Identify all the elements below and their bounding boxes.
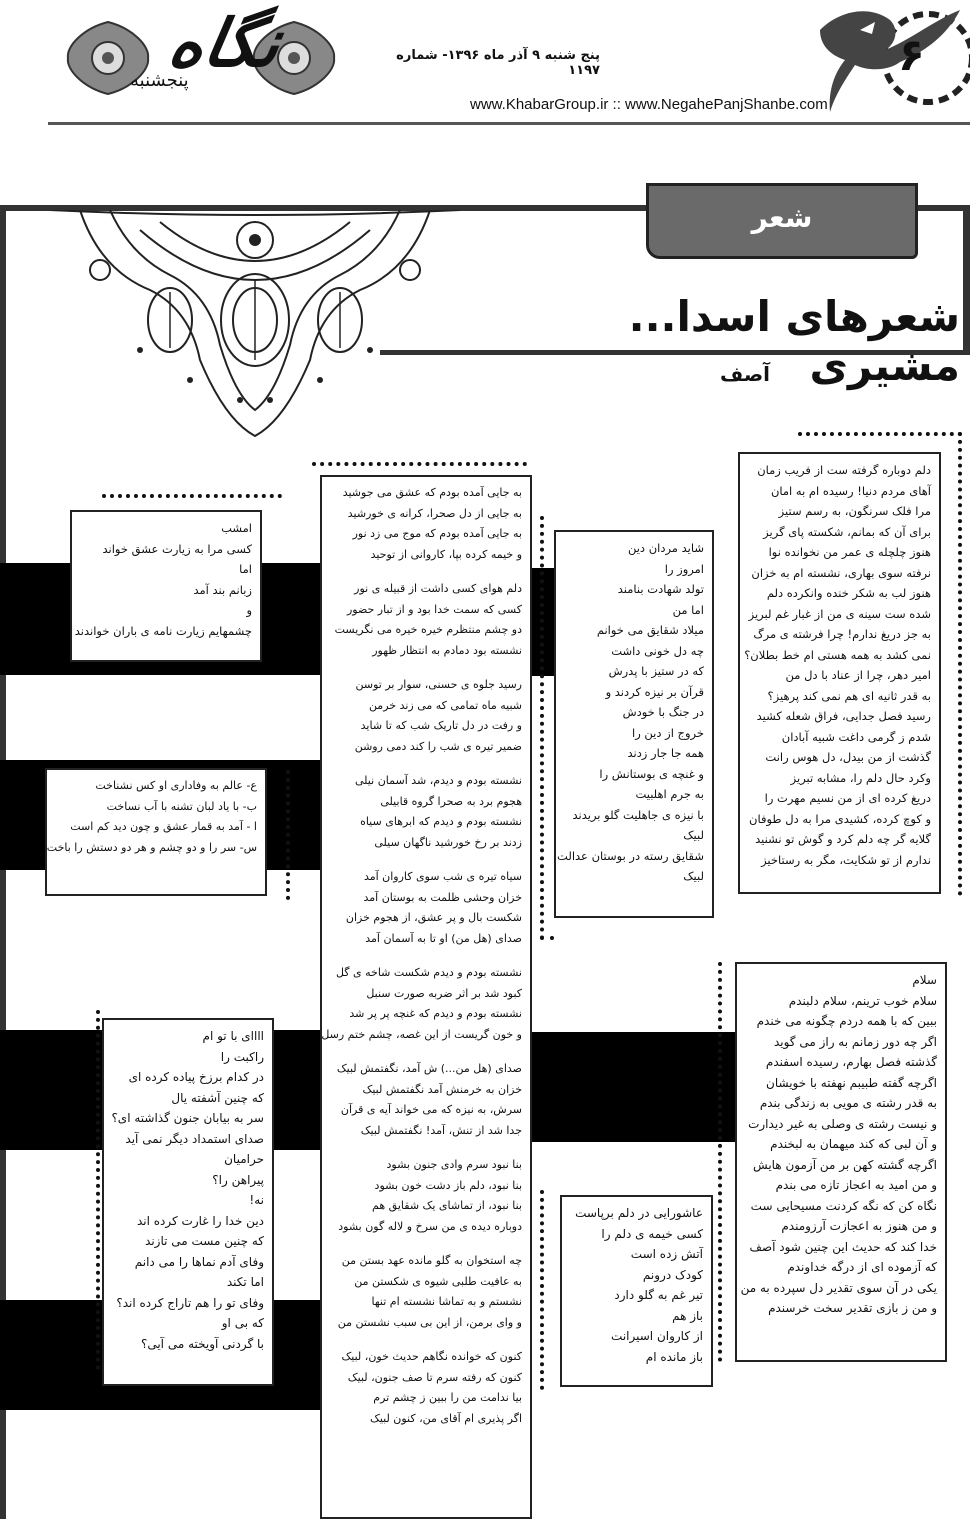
stanza-gap: [330, 853, 522, 867]
newspaper-logo: [130, 4, 310, 104]
poem-line: سلام خوب ترینم، سلام دلبندم: [788, 993, 937, 1008]
poem-line: به قدر رشته ی مویی به زندگی بندم: [759, 1096, 937, 1110]
dotted-border-p3: [312, 462, 527, 476]
poem-line: و نیست رشته ی وصلی به غیر دیدارت: [748, 1116, 937, 1131]
stanza-gap: [330, 565, 522, 579]
poem-line: کبود شد بر اثر ضربه صورت سنبل: [366, 986, 522, 1000]
poem-line: یکی در آن سوی تقدیر دل سپرده به من: [740, 1280, 937, 1295]
poem-line: گذشته فصل بهارم، رسیده اسفندم: [765, 1055, 937, 1069]
poem-line: که آزموده ای از درگه خداوندم: [787, 1260, 937, 1274]
poem-line: صدای (هل من) او تا به آسمان آمد: [365, 931, 522, 945]
poem-line: ب- با یاد لبان تشنه با آب نساخت: [106, 799, 257, 813]
poem-line: هجوم برد به صحرا گروه قابیلی: [380, 794, 522, 808]
poem-line: اما تکند: [226, 1275, 264, 1289]
dotted-border-p4: [102, 494, 282, 508]
poem-line: اما: [239, 562, 252, 576]
stanza-gap: [330, 1237, 522, 1251]
poem-box-1: [738, 452, 941, 894]
stanza-gap: [330, 1141, 522, 1155]
poem-line: دوباره دیده ی من سرخ و لاله گون بشود: [338, 1219, 522, 1233]
poem-line: و من هنوز به اعجازت آرزومندم: [781, 1219, 937, 1233]
poem-line: نشسته بودم و دیدم که ابرهای سیاه: [360, 815, 522, 828]
poem-line: جدا شد از تنش، آمد! نگفتمش لبیک: [360, 1123, 522, 1137]
dotted-border-p2: [540, 516, 554, 940]
poem-line: رسید جلوه ی حسنی، سوار بر توسن: [355, 678, 522, 691]
poem-line: آهای مردم دنیا! رسیده ام به امان: [770, 483, 931, 498]
poem-box-8: [560, 1195, 713, 1387]
poem-box-2: [554, 530, 714, 918]
poem-line: لبیک: [683, 828, 704, 842]
poem-line: ا - آمد به قمار عشق و چون دید کم است: [70, 820, 257, 833]
poem-line: دلم دوباره گرفته ست از فریب زمان: [757, 463, 931, 477]
article-title: شعرهای اسدا... مشیری: [628, 292, 960, 390]
poem-line: بنا نبود سرم وادی جنون بشود: [386, 1158, 522, 1171]
stanza-gap: [330, 661, 522, 675]
poem-line: امشب: [221, 521, 252, 535]
poem-line: با نیزه ی جاهلیت گلو بریدند: [572, 807, 704, 822]
poem-line: دریغ کرده ای از من نسیم مهرت را: [764, 791, 931, 805]
poem-line: شکست بال و پر عشق، از هجوم خزان: [345, 911, 522, 924]
dotted-border-p6: [718, 962, 732, 1362]
poem-line: سر به بیابان جنون گذاشته ای؟: [111, 1111, 264, 1125]
poem-line: آتش زده است: [630, 1247, 703, 1261]
poem-line: سرش، به نیزه که می خواند آیه ی قرآن: [340, 1103, 522, 1116]
poem-line: و وای برمن، از این بی سبب نشستن من: [337, 1315, 522, 1329]
poem-line: خزان به خرمنش آمد نگفتمش لبیک: [362, 1082, 522, 1096]
poem-line: برای آن که بمانم، شکسته پای گریز: [763, 524, 931, 539]
website-urls: www.KhabarGroup.ir :: www.NegahePanjShanbe.com: [470, 96, 828, 113]
poem-line: نشسته بودم و دیدم شکست شاخه ی گل: [335, 966, 522, 979]
poem-line: زبانم بند آمد: [193, 582, 252, 597]
poem-line: نشسته بودم و دیدم که غنچه پر پر شد: [349, 1007, 522, 1020]
poem-box-3: [320, 475, 532, 1519]
poem-line: به جز دریغ ندارم! چرا فرشته ی مرگ: [753, 627, 931, 641]
poem-line: پیراهن را؟: [212, 1172, 264, 1187]
poem-line: که در ستیز با پدرش: [608, 664, 704, 678]
article-author: آصف: [720, 362, 770, 386]
poem-line: بنا نبود، دلم باز دشت خون بشود: [374, 1178, 522, 1192]
poem-line: کنون که خوانده نگاهم حدیث خون، لبیک: [341, 1350, 522, 1363]
poem-line: که بی او: [221, 1316, 264, 1330]
poem-line: از کاروان اسیرانت: [611, 1329, 703, 1343]
poem-line: چه استخوان به گلو مانده عهد بستن من: [341, 1254, 522, 1267]
stanza-gap: [330, 949, 522, 963]
poem-box-6: [735, 962, 947, 1362]
poem-line: اگر چه دور زمانم به راز می گوید: [773, 1034, 937, 1049]
poem-line: به جرم اهلبیت: [635, 787, 704, 801]
poem-line: چشمهایم زیارت نامه ی باران خواندند: [74, 623, 252, 638]
poem-line: نشستم و به تماشا نشسته ام تنها: [371, 1295, 522, 1308]
poem-line: عاشورایی در دلم برپاست: [575, 1206, 703, 1220]
poem-line: اگر پذیری ام آقای من، کنون لبیک: [369, 1411, 522, 1425]
poem-line: اااای با تو ام: [202, 1029, 264, 1043]
poem-line: راکبت را: [220, 1049, 264, 1064]
poem-line: که چنین آشفته یال: [171, 1090, 264, 1105]
poem-line: تولد شهادت بنامند: [617, 582, 704, 596]
poem-line: گلایه گر چه دلم کرد و گوش تو نشنید: [755, 832, 931, 846]
poem-line: با گردنی آویخته می آیی؟: [140, 1336, 264, 1351]
poem-line: ع- عالم به وفاداری او کس نشناخت: [95, 779, 257, 792]
poem-line: شبیه ماه تمامی که می زند خرمن: [368, 698, 522, 712]
poem-line: هنوز چلچله ی عمر من نخوانده نوا: [768, 545, 931, 559]
poem-line: و غنچه ی بوستانش را: [599, 766, 704, 781]
poem-line: شده ست سینه ی من از غبار غم لبریز: [748, 606, 931, 621]
poem-line: بیا ندامت من را ببین ز چشم ترم: [373, 1391, 522, 1404]
poem-line: نشسته بود دمادم به انتظار ظهور: [372, 643, 522, 657]
poem-line: ببین که با همه دردم چگونه می خندم: [756, 1014, 937, 1028]
poem-line: خروج از دین را: [632, 725, 704, 740]
poem-line: خزان وحشی ظلمت به بوستان آمد: [363, 890, 522, 904]
poem-line: باز هم: [672, 1308, 703, 1323]
poem-line: چه دل خونی داشت: [611, 643, 704, 658]
poem-line: و کوچ کرده، کشیدی مرا به دل طوفان: [749, 811, 931, 826]
poem-line: شاید مردان دین: [627, 541, 704, 555]
poem-line: نرفته سوی بهاری، نشسته ام به خزان: [751, 565, 931, 580]
poem-line: قرآن بر نیزه کردند و: [605, 684, 704, 699]
poem-line: س- سر را و دو چشم و هر دو دستش را باخت: [46, 840, 257, 854]
poem-line: به جایی از دل صحرا، کرانه ی خورشید: [347, 506, 522, 520]
poem-box-4: [70, 510, 262, 662]
poem-line: امیر دهر، چرا از عناد با دل من: [785, 668, 931, 682]
poem-line: شدم ز گرمی داغت شبیه آبادان: [781, 729, 931, 744]
logo-sub-text: پنجشنبه: [130, 70, 189, 91]
poem-line: سلام: [912, 973, 937, 987]
poem-line: شقایق رسته در بوستان عدالت: [557, 848, 704, 863]
page-frame-right: [963, 205, 970, 355]
poem-line: هنوز لب به شکر خنده وانکرده دلم: [766, 586, 931, 600]
poem-line: نمی کشد به همه هستی ام خط بطلان؟: [744, 647, 931, 662]
poem-line: امروز را: [664, 561, 704, 576]
poem-line: اما من: [672, 602, 704, 617]
poem-line: که چنین مست می تازند: [145, 1234, 264, 1248]
poem-line: نگاه کن که نگه کردنت مسیحایی ست: [750, 1198, 937, 1213]
poem-line: کنون که رفته سرم تا صف جنون، لبیک: [347, 1370, 522, 1384]
poem-line: و من امید به اعجاز تازه می بندم: [775, 1178, 937, 1192]
poem-line: اگرچه گشته کهن بر من آزمون هایش: [753, 1157, 937, 1172]
poem-line: لبیک: [683, 869, 704, 883]
stanza-gap: [330, 1333, 522, 1347]
poem-line: حرامیان: [224, 1152, 264, 1166]
poem-line: به جایی آمده بودم که موج می زد نور: [352, 527, 522, 540]
stanza-gap: [330, 1045, 522, 1059]
dotted-border-p5: [276, 770, 290, 900]
poem-line: اگرچه گفته طبیبم نهفته با خویشان: [766, 1075, 937, 1090]
poem-line: ندارم از تو شکایت، مگر به رستاخیز: [761, 852, 931, 867]
poem-line: به قدر ثانیه ای هم نمی کند پرهیز؟: [767, 688, 931, 703]
poem-line: دو چشم منتظرم خیره خیره می نگریست: [334, 623, 522, 636]
poem-line: نه!: [249, 1193, 264, 1207]
poem-line: تیر غم به گلو دارد: [614, 1288, 703, 1302]
poem-line: به جایی آمده بودم که عشق می جوشید: [342, 486, 522, 499]
poem-line: و آن لبی که کند میهمان به لبخندم: [770, 1137, 937, 1151]
poem-line: باز مانده ام: [645, 1349, 703, 1364]
mandala-ornament-icon: [40, 210, 470, 440]
poem-line: رسید فصل جدایی، فراق شعله کشید: [756, 709, 931, 723]
poem-line: و خون گریست از این غصه، چشم ختم رسل: [321, 1027, 522, 1041]
poem-line: صدای (هل من...) ش آمد، نگفتمش لبیک: [336, 1062, 522, 1075]
page-number: ۶: [898, 30, 925, 81]
poem-line: زدند بر رخ خورشید ناگهان سیلی: [374, 835, 522, 849]
poem-line: کودک درونم: [642, 1267, 703, 1282]
poem-line: وفای تو را هم تاراج کرده اند؟: [116, 1295, 264, 1310]
poem-line: و خیمه کرده بپا، کاروانی از توحید: [370, 547, 522, 561]
poem-line: در جنگ با خودش: [622, 705, 704, 719]
poem-line: خدا کند که حدیث این چنین شود آصف: [749, 1239, 937, 1254]
poem-line: صدای استمداد دیگر نمی آید: [125, 1131, 264, 1146]
stanza-gap: [330, 757, 522, 771]
poem-line: و من ز بازی تقدیر سخت خرسندم: [768, 1301, 937, 1315]
poem-line: میلاد شقایق می خوانم: [596, 623, 704, 637]
poem-line: مرا فلک سرنگون، به رسم ستیز: [778, 504, 931, 518]
poem-line: وکرد حال دلم را، مشابه تبریز: [790, 770, 931, 785]
poem-line: نشسته بودم و دیدم، شد آسمان نیلی: [355, 774, 522, 787]
poem-line: بنا نبود، از تماشای یک شقایق هم: [372, 1199, 522, 1212]
logo-main-text: نگاه: [163, 4, 287, 82]
poem-line: و رفت در دل تاریک شب که تا شاید: [360, 719, 522, 732]
black-band-5: [520, 1032, 750, 1142]
dotted-border-p8: [540, 1190, 554, 1390]
poem-line: دین خدا را غارت کرده اند: [136, 1213, 264, 1228]
issue-dateline: پنج شنبه ۹ آذر ماه ۱۳۹۶- شماره ۱۱۹۷: [396, 48, 600, 78]
poem-line: در کدام برزخ پیاده کرده ای: [128, 1070, 264, 1084]
poem-box-5: [45, 768, 267, 896]
poem-line: وفای آدم نماها را می دانم: [134, 1254, 264, 1269]
poem-box-7: [102, 1018, 274, 1386]
poem-line: کسی مرا به زیارت عشق خواند: [102, 541, 252, 556]
poem-line: دلم هوای کسی داشت از قبیله ی نور: [354, 582, 522, 595]
poem-line: کسی خیمه ی دلم را: [601, 1226, 703, 1241]
header-rule: [48, 122, 970, 125]
section-tab: شعر: [646, 183, 918, 259]
poem-line: گذشت از من بیدل، دل هوس رانت: [765, 750, 931, 764]
poem-line: ضمیر تیره ی شب را کند دمی روشن: [354, 739, 522, 753]
poem-line: کسی که سمت خدا بود و از تبار حضور: [346, 602, 522, 616]
poem-line: و: [246, 603, 252, 617]
poem-line: همه جا جار زدند: [627, 746, 704, 760]
poem-line: به عافیت طلبی شیوه ی شکستن من: [354, 1274, 522, 1288]
poem-line: سیاه تیره ی شب سوی کاروان آمد: [363, 870, 522, 883]
